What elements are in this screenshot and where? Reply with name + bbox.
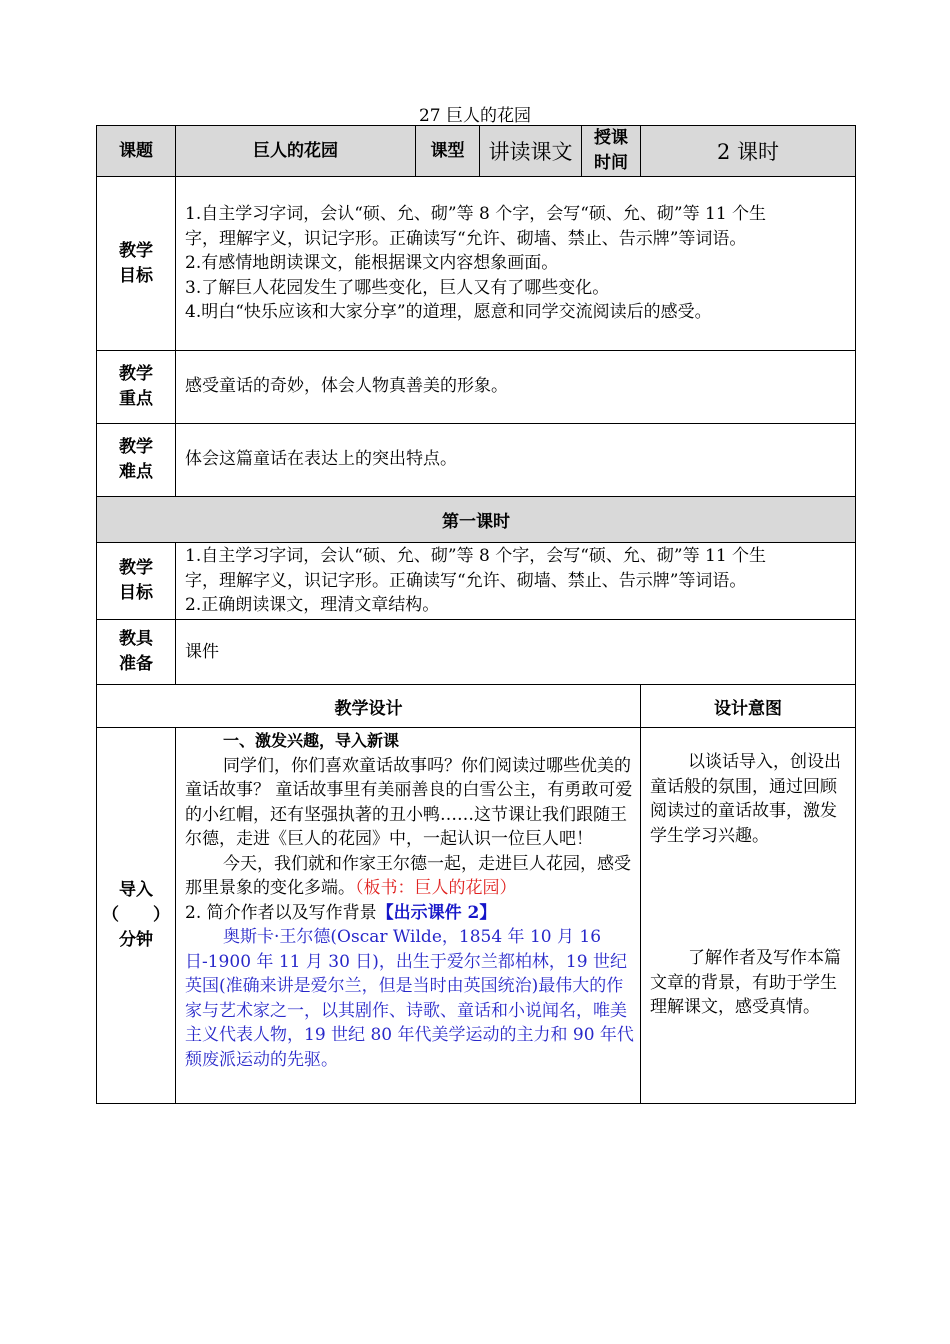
- time-label-line2: 时间: [594, 153, 628, 173]
- lesson-goal-line: 1.自主学习字词，会认“硕、允、砌”等 8 个字，会写“硕、允、砌”等 11 个生: [185, 546, 767, 567]
- intent-1: 以谈话导入，创设出童话般的氛围，通过回顾阅读过的童话故事，激发学生学习兴趣。: [650, 752, 841, 846]
- difficulties-text: 体会这篇童话在表达上的突出特点。: [176, 424, 856, 497]
- intro-label: [97, 728, 176, 1104]
- goals-label-line1: 教学: [119, 240, 153, 261]
- tools-label: [97, 620, 176, 685]
- goals-label: [97, 177, 176, 351]
- intro-paragraph-2-text: 今天，我们就和作家王尔德一起，走进巨人花园，感受那里景象的变化多端。: [185, 853, 631, 898]
- time-value: 2 课时: [641, 126, 856, 177]
- time-label: [582, 126, 641, 177]
- intro-label-line2: （ ）: [102, 905, 170, 925]
- difficulties-label-line2: 难点: [119, 462, 153, 482]
- lesson-goal-line: 2.正确朗读课文，理清文章结构。: [185, 595, 440, 616]
- tools-text: 课件: [176, 620, 856, 685]
- intent-header: 设计意图: [641, 685, 856, 728]
- tools-label-line1: 教具: [119, 629, 153, 649]
- intro-paragraph: 同学们，你们喜欢童话故事吗？你们阅读过哪些优美的童话故事？ 童话故事里有美丽善良的白雪公主，有勇敢可爱的小红帽，还有坚强执著的丑小鸭……这节课让我们跟随王尔德，走进《巨人的花园》中，一起认识一位巨人吧！: [185, 755, 633, 849]
- goal-line: 1.自主学习字词，会认“硕、允、砌”等 8 个字，会写“硕、允、砌”等 11 个生: [185, 204, 767, 225]
- design-content: [176, 728, 641, 1104]
- tools-label-line2: 准备: [119, 654, 153, 674]
- goals-content: [176, 177, 856, 351]
- subject-value: 巨人的花园: [176, 126, 416, 177]
- design-header: 教学设计: [97, 685, 641, 728]
- key-points-label-line2: 重点: [119, 389, 153, 409]
- item-2-text: 2. 简介作者以及写作背景: [185, 902, 377, 923]
- intro-paragraph-2: [185, 852, 636, 901]
- intent-content: [641, 728, 856, 1104]
- key-points-label-line1: 教学: [119, 364, 153, 384]
- subject-label: 课题: [97, 126, 176, 177]
- intent-2: 了解作者及写作本篇文章的背景，有助于学生理解课文，感受真情。: [650, 948, 841, 1017]
- lesson-goals-label-line2: 目标: [119, 583, 153, 603]
- lesson-plan-table: [96, 125, 856, 1104]
- document-title: 27 巨人的花园: [418, 106, 532, 126]
- goal-line: 4.明白“快乐应该和大家分享”的道理，愿意和同学交流阅读后的感受。: [185, 302, 712, 323]
- intro-label-line3: 分钟: [119, 930, 153, 950]
- goal-line: 3.了解巨人花园发生了哪些变化，巨人又有了哪些变化。: [185, 277, 610, 298]
- lesson-goal-line: 字，理解字义，识记字形。正确读写“允许、砌墙、禁止、告示牌”等词语。: [185, 570, 747, 591]
- lesson-one-title: 第一课时: [97, 497, 856, 543]
- type-value: 讲读课文: [480, 126, 582, 177]
- lesson-goals-label-line1: 教学: [119, 558, 153, 578]
- key-points-text: 感受童话的奇妙，体会人物真善美的形象。: [176, 351, 856, 424]
- author-bio: 奥斯卡·王尔德(Oscar Wilde，1854 年 10 月 16 日-1900 年 11 月 30 日)，出生于爱尔兰都柏林，19 世纪英国(准确来讲是爱尔兰，但是当时由英国统治)最伟大的作家与艺术家之一，以其剧作、诗歌、童话和小说闻名，唯美主义代表人物，19 世纪 80 年代美学运动的主力和 90 年代颓废派运动的先驱。: [185, 927, 634, 1070]
- key-points-label: [97, 351, 176, 424]
- section-title: 一、激发兴趣，导入新课: [223, 731, 400, 750]
- item-2: [185, 901, 636, 926]
- goal-line: 2.有感情地朗读课文，能根据课文内容想象画面。: [185, 253, 559, 274]
- intro-label-line1: 导入: [119, 880, 153, 900]
- difficulties-label: [97, 424, 176, 497]
- lesson-goals-content: [176, 543, 856, 620]
- time-label-line1: 授课: [594, 128, 628, 148]
- goals-label-line2: 目标: [119, 265, 153, 286]
- goal-line: 字，理解字义，识记字形。正确读写“允许、砌墙、禁止、告示牌”等词语。: [185, 228, 747, 249]
- lesson-goals-label: [97, 543, 176, 620]
- courseware-tag: 【出示课件 2】: [376, 902, 497, 923]
- board-note: （板书：巨人的花园）: [355, 878, 517, 898]
- type-label: 课型: [416, 126, 480, 177]
- difficulties-label-line1: 教学: [119, 437, 153, 457]
